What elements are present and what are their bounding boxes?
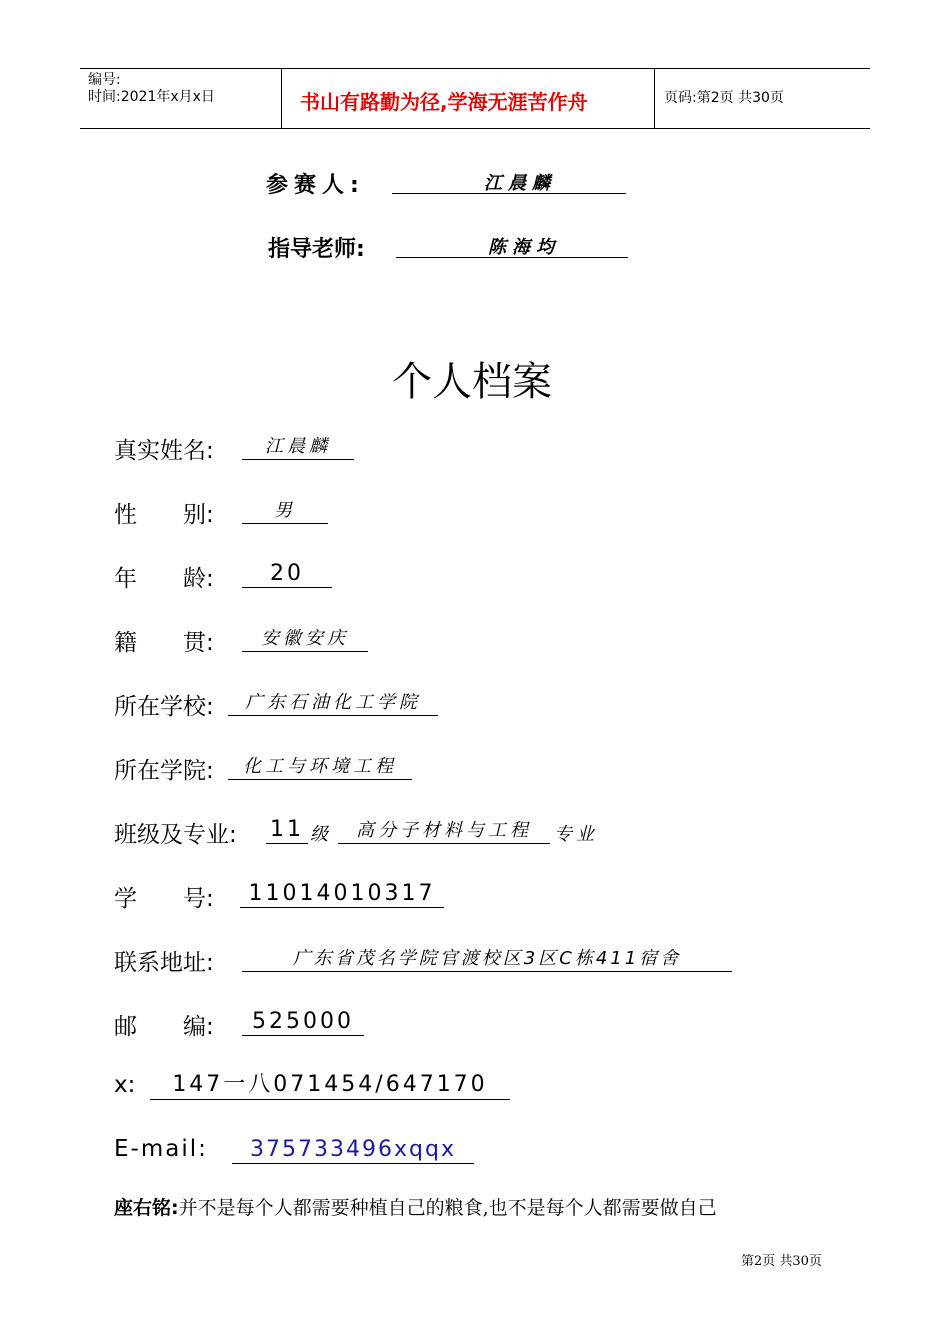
- field-value-email[interactable]: [232, 1137, 474, 1164]
- field-label-class-major: 班级及专业:: [114, 822, 237, 848]
- field-label-name: 真实姓名:: [114, 438, 214, 464]
- contestant-label: 参赛人:: [266, 173, 365, 198]
- field-major-suffix: 专业: [554, 824, 598, 845]
- header-code-label: 编号:: [88, 72, 121, 88]
- field-grade-suffix: 级: [310, 824, 332, 845]
- field-value-hometown: 安徽安庆: [242, 625, 368, 652]
- header-page-label: 页码:第2页 共30页: [664, 90, 784, 106]
- advisor-label: 指导老师:: [268, 237, 365, 262]
- field-value-student-id: 11014010317: [240, 881, 444, 908]
- field-value-college: 化工与环境工程: [228, 753, 412, 780]
- profile-title: 个人档案: [392, 359, 552, 405]
- header-top-rule: [80, 68, 870, 69]
- header-divider-right: [654, 68, 655, 128]
- email-link[interactable]: 375733496xqqx: [250, 1137, 456, 1162]
- contestant-name: 江晨麟: [484, 173, 556, 194]
- field-label-college: 所在学院:: [114, 758, 214, 784]
- field-value-postcode: 525000: [242, 1009, 364, 1036]
- contestant-name-field: [392, 165, 626, 194]
- field-value-age: 20: [242, 561, 332, 588]
- motto-text: 并不是每个人都需要种植自己的粮食,也不是每个人都需要做自己: [178, 1197, 717, 1219]
- field-label-gender: 性 别:: [114, 502, 214, 528]
- field-value-phone: 147一八071454/647170: [150, 1073, 510, 1100]
- field-value-address: 广东省茂名学院官渡校区3区C栋411宿舍: [242, 945, 732, 972]
- motto-label: 座右铭:: [114, 1197, 179, 1219]
- field-value-major: 高分子材料与工程: [338, 817, 550, 844]
- field-label-hometown: 籍 贯:: [114, 630, 214, 656]
- field-label-email: E-mail:: [114, 1136, 208, 1162]
- field-label-phone: x:: [114, 1072, 136, 1098]
- advisor-name-field: [396, 229, 628, 258]
- personal-motto: [114, 1193, 717, 1220]
- field-label-student-id: 学 号:: [114, 886, 214, 912]
- field-value-name: 江晨麟: [242, 433, 354, 460]
- field-label-age: 年 龄:: [114, 566, 214, 592]
- field-value-gender: 男: [242, 497, 328, 524]
- field-label-school: 所在学校:: [114, 694, 214, 720]
- field-label-postcode: 邮 编:: [114, 1014, 214, 1040]
- field-label-address: 联系地址:: [114, 950, 214, 976]
- header-time-label: 时间:2021年x月x日: [88, 89, 215, 105]
- header-divider-left: [281, 68, 282, 128]
- advisor-name: 陈海均: [488, 237, 560, 258]
- footer-page-number: 第2页 共30页: [741, 1254, 822, 1269]
- field-value-school: 广东石油化工学院: [228, 689, 438, 716]
- header-motto: 书山有路勤为径,学海无涯苦作舟: [300, 90, 588, 114]
- field-value-grade: 11: [266, 817, 308, 844]
- header-bottom-rule: [80, 128, 870, 129]
